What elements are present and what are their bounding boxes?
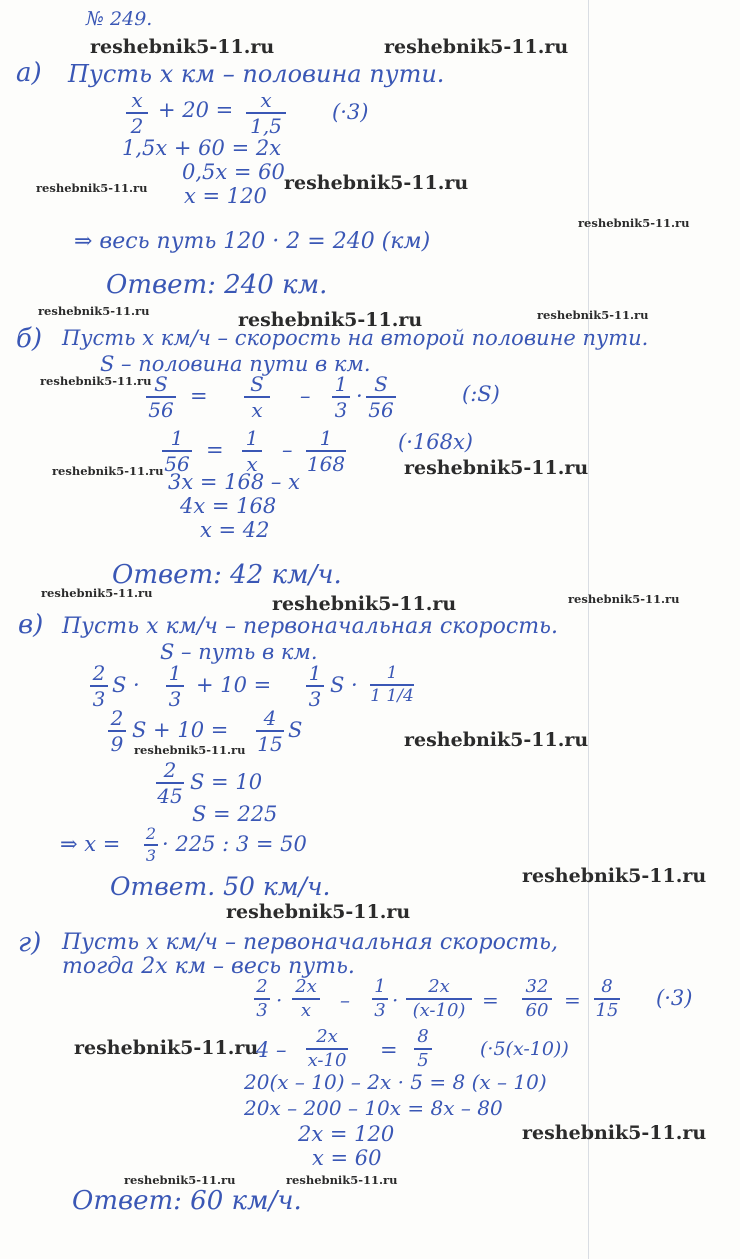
equation-line: 2x = 120 <box>298 1122 395 1146</box>
watermark: reshebnik5-11.ru <box>537 308 649 322</box>
fraction: 4 15 <box>257 706 283 756</box>
fraction: 1 3 <box>332 374 350 420</box>
watermark: reshebnik5-11.ru <box>286 1173 398 1187</box>
part-v-label: в) <box>18 610 44 640</box>
fraction: x 2 <box>126 90 148 136</box>
equation-note: (·3) <box>656 986 693 1010</box>
equation-line: 20(x – 10) – 2x · 5 = 8 (x – 10) <box>244 1070 547 1094</box>
watermark: reshebnik5-11.ru <box>404 729 589 751</box>
equation-text: + 10 = <box>196 673 272 697</box>
fraction: 32 60 <box>522 978 552 1020</box>
part-a-intro: Пусть x км – половина пути. <box>68 60 445 88</box>
equation-text: · <box>276 988 283 1012</box>
watermark: reshebnik5-11.ru <box>272 593 457 615</box>
fraction: 1 1 1/4 <box>370 663 414 706</box>
page-fold-line <box>588 0 589 1259</box>
fraction: 1 3 <box>166 663 184 709</box>
fraction: S 56 <box>146 374 176 420</box>
watermark: reshebnik5-11.ru <box>284 172 469 194</box>
equation-line: 3x = 168 – x <box>168 470 300 494</box>
fraction: 1 x <box>242 428 262 474</box>
equation-line: 1,5x + 60 = 2x <box>122 136 282 160</box>
fraction: 1 3 <box>372 978 388 1020</box>
part-g-answer: Ответ: 60 км/ч. <box>72 1186 302 1216</box>
fraction: 2x x <box>292 978 320 1020</box>
equation-text: S · <box>330 673 358 697</box>
part-a-label: а) <box>16 58 42 88</box>
equation-text: · 225 : 3 = 50 <box>162 832 307 856</box>
part-b-intro2: S – половина пути в км. <box>100 352 371 376</box>
equation-line: S = 225 <box>192 802 278 826</box>
part-b-answer: Ответ: 42 км/ч. <box>112 560 342 590</box>
equation-text: = <box>206 438 224 462</box>
fraction: 2 45 <box>157 758 183 808</box>
fraction: 2 3 <box>254 978 270 1020</box>
equation-text: – <box>300 384 311 408</box>
watermark: reshebnik5-11.ru <box>238 309 423 331</box>
part-v-intro2: S – путь в км. <box>160 640 318 664</box>
equation-text: + 20 = <box>158 98 234 122</box>
fraction: 2x x-10 <box>307 1026 347 1071</box>
fraction: x 1,5 <box>246 90 286 136</box>
watermark: reshebnik5-11.ru <box>226 901 411 923</box>
fraction: 1 56 <box>162 428 192 474</box>
equation-text: S + 10 = <box>132 718 229 742</box>
equation-text: ⇒ x = <box>60 832 121 856</box>
part-g-intro: Пусть x км/ч – первоначальная скорость, <box>62 930 559 955</box>
watermark: reshebnik5-11.ru <box>41 586 153 600</box>
equation-note: (·168x) <box>398 430 473 454</box>
equation-line: 20x – 200 – 10x = 8x – 80 <box>244 1096 503 1120</box>
watermark: reshebnik5-11.ru <box>404 457 589 479</box>
equation-text: · <box>356 384 363 408</box>
part-b-label: б) <box>16 324 43 354</box>
part-v-answer: Ответ. 50 км/ч. <box>110 872 331 901</box>
equation-line: x = 120 <box>184 184 267 208</box>
equation-text: S <box>288 718 303 742</box>
equation-text: = <box>564 988 581 1012</box>
result-line: ⇒ весь путь 120 · 2 = 240 (км) <box>74 229 431 254</box>
equation-text: S · <box>112 673 140 697</box>
equation-line: x = 42 <box>200 518 270 542</box>
equation-note: (·5(x-10)) <box>480 1038 569 1060</box>
equation-text: = <box>190 384 208 408</box>
watermark: reshebnik5-11.ru <box>522 865 707 887</box>
watermark: reshebnik5-11.ru <box>384 36 569 58</box>
fraction: 8 15 <box>595 976 619 1021</box>
fraction: S x <box>244 374 270 420</box>
equation-line: 0,5x = 60 <box>182 160 285 184</box>
equation-line: x = 60 <box>312 1146 382 1170</box>
fraction: 2 3 <box>90 663 108 709</box>
watermark: reshebnik5-11.ru <box>90 36 275 58</box>
watermark: reshebnik5-11.ru <box>522 1122 707 1144</box>
equation-text: – <box>282 438 293 462</box>
watermark: reshebnik5-11.ru <box>36 181 148 195</box>
watermark: reshebnik5-11.ru <box>134 743 246 757</box>
fraction: 8 5 <box>414 1028 432 1070</box>
part-a-answer: Ответ: 240 км. <box>106 270 328 300</box>
equation-note: (·3) <box>332 100 369 124</box>
part-b-intro: Пусть x км/ч – скорость на второй половине пути. <box>62 326 649 350</box>
equation-text: · <box>392 988 399 1012</box>
equation-text: 4 – <box>256 1038 287 1062</box>
part-g-label: г) <box>18 928 42 958</box>
watermark: reshebnik5-11.ru <box>578 216 690 230</box>
fraction: 1 168 <box>306 426 346 476</box>
equation-text: – <box>340 988 350 1012</box>
fraction: 2 9 <box>108 708 126 754</box>
watermark: reshebnik5-11.ru <box>52 464 164 478</box>
watermark: reshebnik5-11.ru <box>74 1037 259 1059</box>
watermark: reshebnik5-11.ru <box>38 304 150 318</box>
fraction: 1 3 <box>306 663 324 709</box>
equation-text: = <box>380 1038 398 1062</box>
equation-note: (:S) <box>462 382 500 406</box>
fraction: S 56 <box>366 374 396 420</box>
watermark: reshebnik5-11.ru <box>40 374 152 388</box>
fraction: 2x (x-10) <box>406 978 472 1020</box>
watermark: reshebnik5-11.ru <box>124 1173 236 1187</box>
equation-text: S = 10 <box>190 770 263 794</box>
part-g-intro2: тогда 2x км – весь путь. <box>62 954 355 979</box>
part-v-intro: Пусть x км/ч – первоначальная скорость. <box>62 614 559 639</box>
equation-text: = <box>482 988 499 1012</box>
equation-line: 4x = 168 <box>180 494 277 518</box>
fraction: 2 3 <box>145 824 157 865</box>
watermark: reshebnik5-11.ru <box>568 592 680 606</box>
problem-number: № 249. <box>86 8 153 30</box>
